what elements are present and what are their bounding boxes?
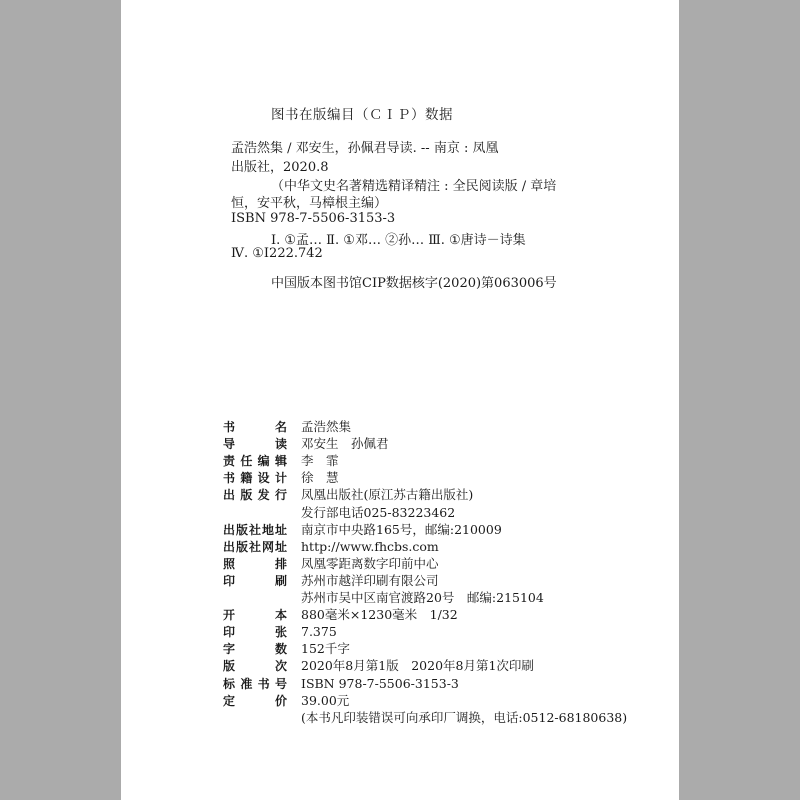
- info-label: 出 版 社 地 址: [223, 522, 287, 537]
- info-value: 2020年8月第1版 2020年8月第1次印刷: [301, 658, 534, 674]
- info-value: 凤凰零距离数字印前中心: [301, 555, 439, 571]
- cip-line: 恒，安平秋，马樟根主编）: [231, 196, 388, 211]
- cip-line: 孟浩然集 / 邓安生，孙佩君导读. -- 南京 : 凤凰: [231, 141, 499, 156]
- info-label: 出 版 发 行: [223, 488, 287, 503]
- cip-line: （中华文史名著精选精译精注 : 全民阅读版 / 章培: [271, 179, 557, 194]
- info-label: 开 本: [223, 608, 287, 623]
- info-value: 发行部电话025-83223462: [301, 504, 456, 520]
- info-label: 出 版 社 网 址: [223, 539, 287, 554]
- info-label: 印 张: [223, 625, 287, 640]
- info-value: (本书凡印装错误可向承印厂调换，电话:0512-68180638): [301, 709, 628, 725]
- info-value: 880毫米×1230毫米 1/32: [301, 607, 458, 623]
- cip-line: 出版社，2020.8: [231, 160, 329, 175]
- info-value: 152千字: [301, 641, 350, 657]
- info-label: 版 次: [223, 659, 287, 674]
- info-value: 苏州市越洋印刷有限公司: [301, 572, 439, 588]
- info-label: 照 排: [223, 556, 287, 571]
- info-label: 导 读: [223, 437, 287, 452]
- info-value: 邓安生 孙佩君: [301, 436, 389, 452]
- info-value: http://www.fhcbs.com: [301, 538, 439, 554]
- info-label: 书 名: [223, 420, 287, 434]
- info-value: 凤凰出版社(原江苏古籍出版社): [301, 487, 474, 503]
- info-label: 标 准 书 号: [223, 676, 287, 691]
- info-label: 书 籍 设 计: [223, 471, 287, 486]
- info-label: 定 价: [223, 693, 287, 708]
- cip-number: 中国版本图书馆CIP数据核字(2020)第063006号: [271, 276, 557, 291]
- info-value: ISBN 978-7-5506-3153-3: [301, 675, 459, 691]
- info-value: 孟浩然集: [301, 419, 352, 434]
- cip-title: 图书在版编目（ＣＩＰ）数据: [271, 107, 453, 123]
- cip-line: ISBN 978-7-5506-3153-3: [231, 211, 396, 226]
- copyright-page: [121, 0, 679, 800]
- info-label: 字 数: [223, 642, 287, 657]
- info-value: 39.00元: [301, 692, 350, 708]
- cip-line: Ⅳ. ①I222.742: [231, 246, 323, 261]
- info-label: 责 任 编 辑: [223, 454, 287, 469]
- info-value: 7.375: [301, 624, 337, 640]
- info-value: 徐 慧: [301, 470, 339, 486]
- info-value: 南京市中央路165号，邮编:210009: [301, 521, 502, 537]
- cip-line: Ⅰ. ①孟… Ⅱ. ①邓… ②孙… Ⅲ. ①唐诗－诗集: [271, 233, 526, 248]
- info-label: 印 刷: [223, 573, 287, 588]
- info-value: 苏州市吴中区南官渡路20号 邮编:215104: [301, 590, 544, 605]
- info-value: 李 霏: [301, 453, 339, 469]
